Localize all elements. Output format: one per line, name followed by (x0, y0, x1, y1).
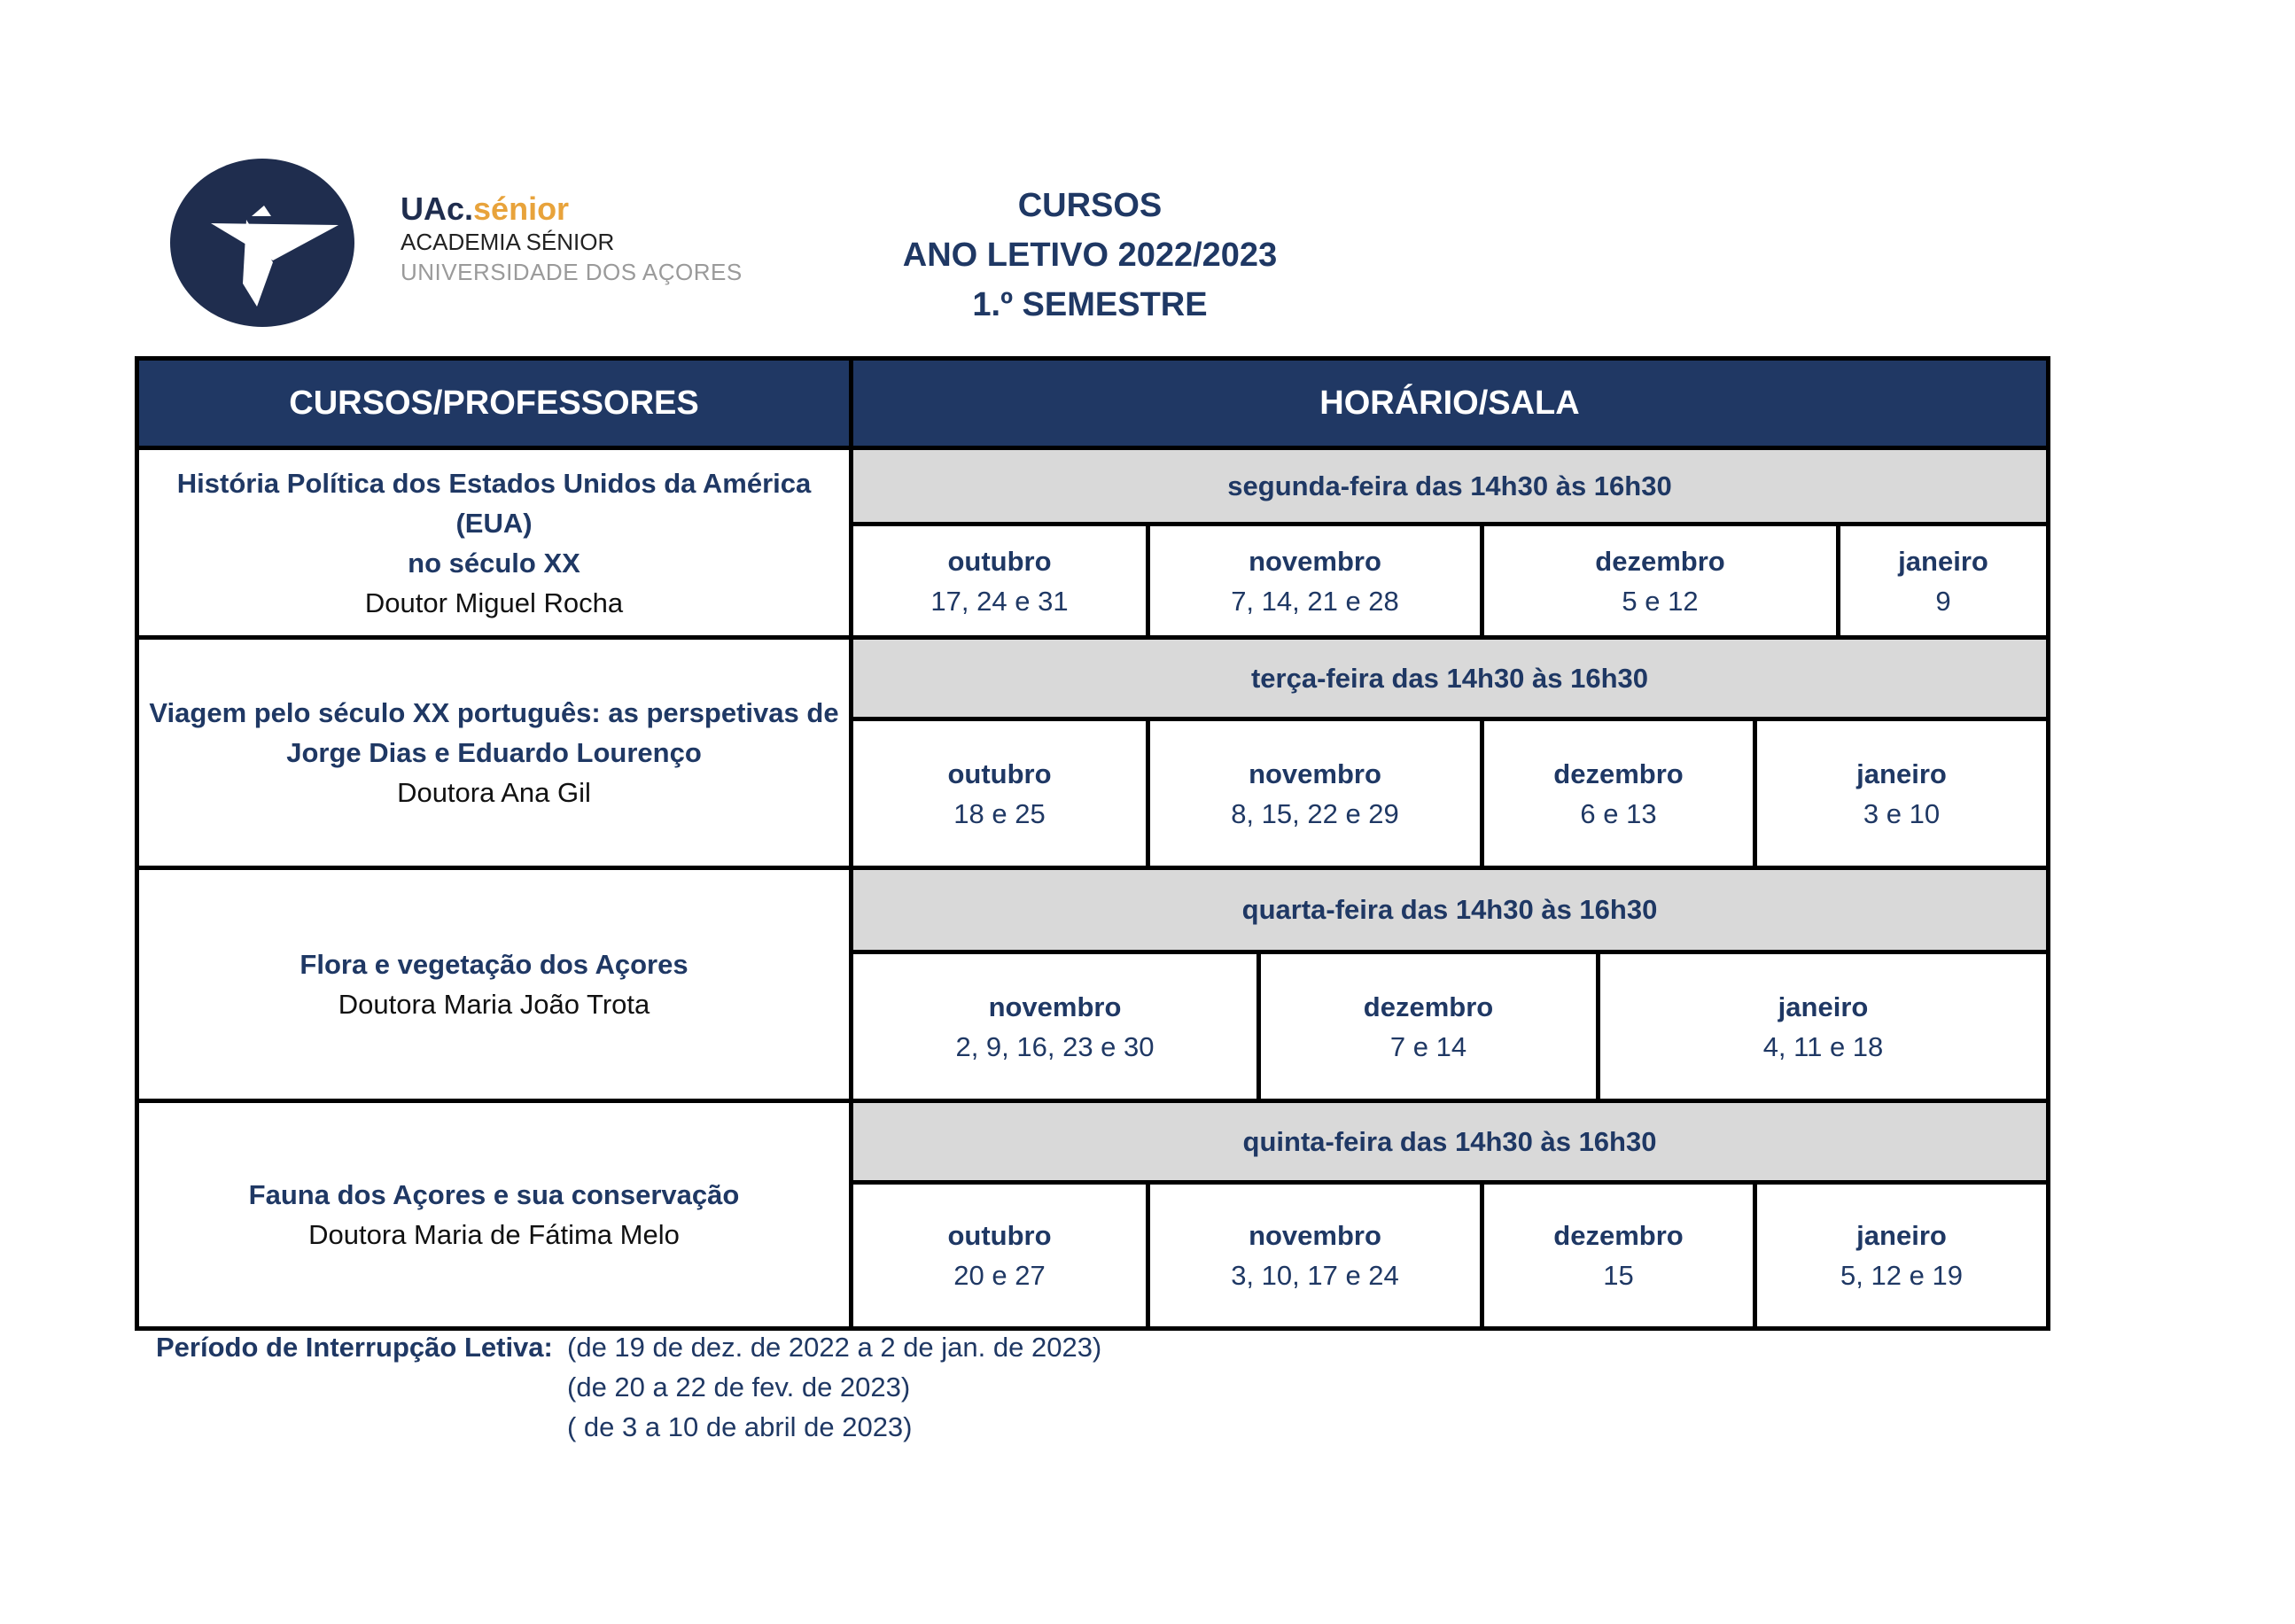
course-cell (139, 640, 849, 866)
interruption-period: (de 19 de dez. de 2022 a 2 de jan. de 2023) (567, 1332, 1102, 1363)
day-time: quarta-feira das 14h30 às 16h30 (853, 870, 2046, 950)
month-cell (1484, 721, 1753, 866)
brand-block (401, 190, 743, 285)
month-name: janeiro (1778, 991, 1869, 1022)
course-title: Flora e vegetação dos Açores (300, 949, 688, 980)
title-line-3: 1.º SEMESTRE (972, 286, 1208, 323)
month-cell (853, 954, 1256, 1099)
month-name: janeiro (1856, 1220, 1947, 1251)
month-name: dezembro (1363, 991, 1494, 1022)
month-cell (1840, 526, 2046, 635)
month-cell (853, 526, 1146, 635)
month-dates: 4, 11 e 18 (1762, 1030, 1884, 1062)
month-cell (1600, 954, 2046, 1099)
month-cell (1261, 954, 1596, 1099)
month-cell (1757, 721, 2046, 866)
month-dates: 8, 15, 22 e 29 (1231, 797, 1399, 829)
day-time: quinta-feira das 14h30 às 16h30 (853, 1103, 2046, 1180)
course-title-cont: Jorge Dias e Eduardo Lourenço (286, 737, 702, 768)
professor-name: Doutora Maria João Trota (338, 989, 650, 1020)
month-name: dezembro (1553, 1220, 1684, 1251)
month-cell (1150, 1185, 1480, 1326)
professor-name: Doutora Maria de Fátima Melo (308, 1219, 680, 1250)
month-dates: 17, 24 e 31 (930, 585, 1069, 617)
course-title: História Política dos Estados Unidos da América (EUA) (176, 467, 812, 539)
month-dates: 3 e 10 (1863, 797, 1941, 829)
month-name: novembro (1249, 758, 1381, 789)
month-dates: 5, 12 e 19 (1840, 1260, 1963, 1291)
month-name: outubro (947, 758, 1052, 789)
professor-name: Doutor Miguel Rocha (364, 587, 624, 618)
month-cell (1757, 1185, 2046, 1326)
interruption-list (567, 1327, 1101, 1447)
month-dates: 18 e 25 (953, 797, 1046, 829)
month-name: janeiro (1898, 545, 1988, 577)
month-dates: 5 e 12 (1622, 585, 1699, 617)
interruption-period: ( de 3 a 10 de abril de 2023) (567, 1411, 913, 1442)
brand-name: UAc.sénior (401, 190, 570, 227)
month-name: novembro (988, 991, 1122, 1022)
month-name: janeiro (1856, 758, 1947, 789)
month-name: dezembro (1553, 758, 1684, 789)
month-dates: 3, 10, 17 e 24 (1231, 1260, 1399, 1291)
interruption-period: (de 20 a 22 de fev. de 2023) (567, 1371, 911, 1403)
month-name: dezembro (1595, 545, 1725, 577)
day-time: terça-feira das 14h30 às 16h30 (853, 640, 2046, 717)
month-dates: 20 e 27 (953, 1260, 1046, 1291)
header-schedule: HORÁRIO/SALA (853, 361, 2046, 446)
month-dates: 9 (1935, 585, 1951, 617)
course-title: Viagem pelo século XX português: as perspetivas de (149, 697, 839, 728)
month-dates: 7 e 14 (1389, 1030, 1467, 1062)
month-name: outubro (947, 1220, 1052, 1251)
month-name: novembro (1249, 545, 1381, 577)
month-cell (853, 1185, 1146, 1326)
header-courses: CURSOS/PROFESSORES (139, 361, 849, 446)
course-title: Fauna dos Açores e sua conservação (248, 1179, 740, 1210)
month-name: novembro (1249, 1220, 1381, 1251)
page-title (824, 181, 1356, 330)
month-cell (1150, 721, 1480, 866)
title-line-2: ANO LETIVO 2022/2023 (902, 237, 1278, 274)
day-time: segunda-feira das 14h30 às 16h30 (853, 450, 2046, 522)
month-dates: 15 (1603, 1260, 1634, 1291)
brand-university: UNIVERSIDADE DOS AÇORES (401, 259, 743, 285)
month-dates: 2, 9, 16, 23 e 30 (955, 1030, 1155, 1062)
course-title-cont: no século XX (408, 547, 580, 579)
interruption-label: Período de Interrupção Letiva: (156, 1332, 553, 1363)
month-dates: 7, 14, 21 e 28 (1231, 585, 1399, 617)
schedule-table (135, 356, 2050, 1331)
course-cell (139, 450, 849, 635)
brand-academy: ACADEMIA SÉNIOR (401, 229, 615, 255)
month-dates: 6 e 13 (1580, 797, 1657, 829)
professor-name: Doutora Ana Gil (397, 777, 591, 808)
month-cell (1150, 526, 1480, 635)
bird-emblem-icon (168, 158, 356, 328)
month-name: outubro (947, 545, 1052, 577)
month-cell (853, 721, 1146, 866)
title-line-1: CURSOS (1017, 187, 1163, 224)
course-cell (139, 1103, 849, 1326)
month-cell (1484, 1185, 1753, 1326)
course-cell (139, 870, 849, 1099)
month-cell (1484, 526, 1836, 635)
